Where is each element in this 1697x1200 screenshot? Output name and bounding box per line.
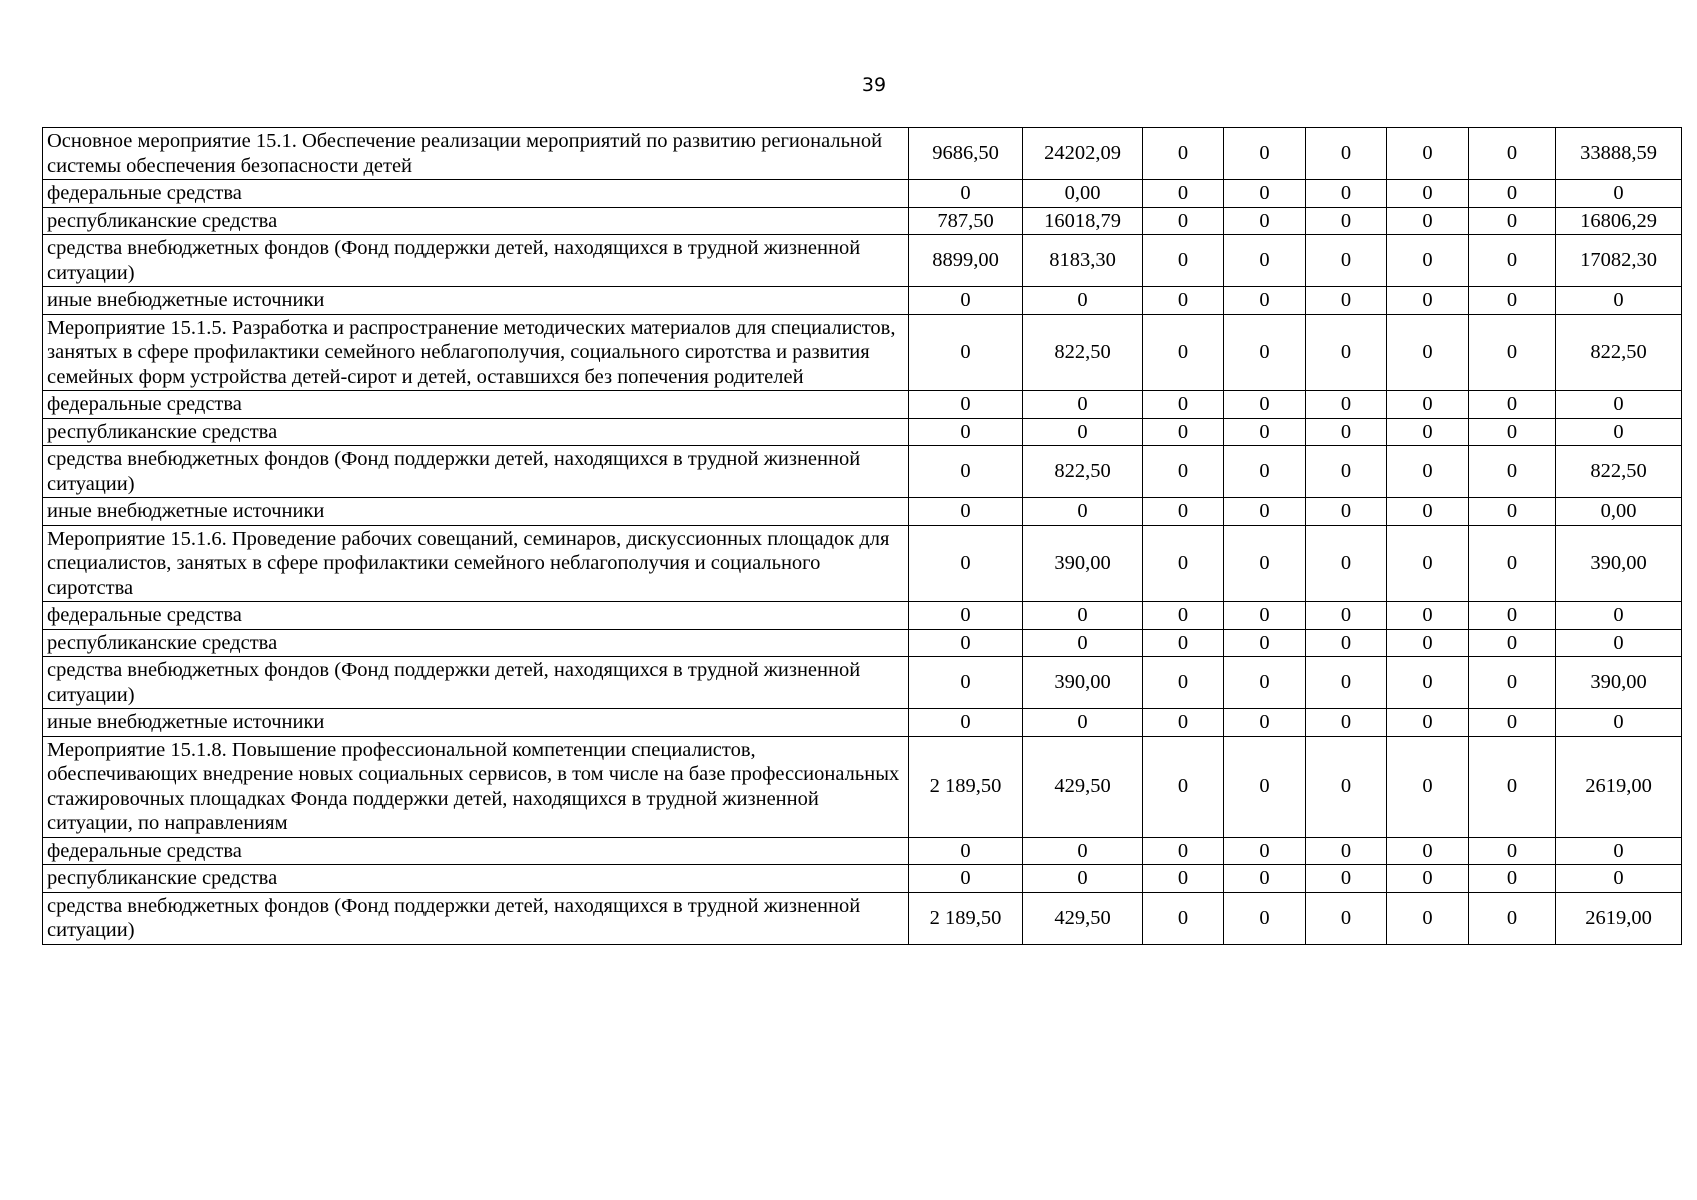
value-cell: 0 (1143, 446, 1224, 498)
value-cell: 0 (1306, 498, 1387, 526)
value-cell: 822,50 (1023, 314, 1143, 391)
table-row (43, 837, 1682, 865)
value-cell: 0 (1224, 602, 1306, 630)
value-cell: 0 (1387, 180, 1469, 208)
table-row (43, 709, 1682, 737)
value-cell: 0 (1023, 629, 1143, 657)
value-cell: 0 (1143, 865, 1224, 893)
value-cell: 0 (1023, 418, 1143, 446)
value-cell: 0 (1224, 629, 1306, 657)
value-cell: 787,50 (909, 207, 1023, 235)
value-cell: 0 (1469, 446, 1556, 498)
value-cell: 0 (909, 314, 1023, 391)
value-cell: 16806,29 (1556, 207, 1682, 235)
value-cell: 0 (1143, 314, 1224, 391)
row-label: республиканские средства (43, 418, 909, 446)
value-cell: 9686,50 (909, 128, 1023, 180)
value-cell: 0 (1224, 235, 1306, 287)
value-cell: 0 (909, 446, 1023, 498)
value-cell: 0 (1387, 314, 1469, 391)
value-cell: 0 (909, 525, 1023, 602)
value-cell: 0 (1306, 180, 1387, 208)
row-label: федеральные средства (43, 180, 909, 208)
value-cell: 0 (1387, 207, 1469, 235)
value-cell: 0 (1306, 525, 1387, 602)
value-cell: 0 (1556, 391, 1682, 419)
value-cell: 0 (1023, 865, 1143, 893)
table-row (43, 657, 1682, 709)
value-cell: 0 (909, 391, 1023, 419)
value-cell: 8183,30 (1023, 235, 1143, 287)
value-cell: 0 (1387, 446, 1469, 498)
value-cell: 0 (1023, 498, 1143, 526)
value-cell: 0 (1224, 525, 1306, 602)
value-cell: 0 (1469, 180, 1556, 208)
value-cell: 0 (1469, 629, 1556, 657)
table-row (43, 314, 1682, 391)
value-cell: 0 (909, 498, 1023, 526)
table-row (43, 418, 1682, 446)
value-cell: 2619,00 (1556, 892, 1682, 944)
value-cell: 0 (1556, 602, 1682, 630)
value-cell: 0 (1387, 498, 1469, 526)
table-row (43, 128, 1682, 180)
row-label: Основное мероприятие 15.1. Обеспечение реализации мероприятий по развитию региональной системы обеспечения безопасности детей (43, 128, 909, 180)
value-cell: 0 (1556, 418, 1682, 446)
value-cell: 2 189,50 (909, 736, 1023, 837)
value-cell: 0 (1306, 629, 1387, 657)
value-cell: 0 (1469, 736, 1556, 837)
value-cell: 0 (1224, 207, 1306, 235)
value-cell: 0 (1224, 865, 1306, 893)
row-label: Мероприятие 15.1.5. Разработка и распространение методических материалов для специалистов, занятых в сфере профилактики семейного неблагополучия, социального сиротства и развития семейных форм устройства детей-сирот и детей, оставшихся без попечения родителей (43, 314, 909, 391)
value-cell: 0 (1143, 180, 1224, 208)
value-cell: 0 (1023, 602, 1143, 630)
row-label: средства внебюджетных фондов (Фонд поддержки детей, находящихся в трудной жизненной ситуации) (43, 657, 909, 709)
value-cell: 0 (1224, 446, 1306, 498)
value-cell: 0 (1556, 865, 1682, 893)
value-cell: 0 (1469, 657, 1556, 709)
value-cell: 0,00 (1556, 498, 1682, 526)
table-row (43, 287, 1682, 315)
value-cell: 0 (1469, 207, 1556, 235)
value-cell: 0,00 (1023, 180, 1143, 208)
value-cell: 0 (1387, 602, 1469, 630)
value-cell: 429,50 (1023, 892, 1143, 944)
row-label: республиканские средства (43, 207, 909, 235)
value-cell: 822,50 (1556, 314, 1682, 391)
value-cell: 0 (1469, 837, 1556, 865)
value-cell: 0 (1224, 657, 1306, 709)
row-label: федеральные средства (43, 837, 909, 865)
value-cell: 0 (1306, 128, 1387, 180)
value-cell: 0 (1387, 391, 1469, 419)
value-cell: 390,00 (1023, 525, 1143, 602)
value-cell: 0 (1387, 657, 1469, 709)
value-cell: 0 (1023, 709, 1143, 737)
row-label: Мероприятие 15.1.8. Повышение профессиональной компетенции специалистов, обеспечивающих внедрение новых социальных сервисов, в том числе на базе профессиональных стажировочных площадках Фонда поддержки детей, находящихся в трудной жизненной ситуации, по направлениям (43, 736, 909, 837)
value-cell: 0 (1469, 128, 1556, 180)
value-cell: 0 (1023, 287, 1143, 315)
value-cell: 0 (1556, 837, 1682, 865)
table-row (43, 865, 1682, 893)
value-cell: 0 (1143, 418, 1224, 446)
value-cell: 0 (1143, 892, 1224, 944)
value-cell: 429,50 (1023, 736, 1143, 837)
value-cell: 390,00 (1556, 525, 1682, 602)
value-cell: 0 (1143, 287, 1224, 315)
value-cell: 390,00 (1556, 657, 1682, 709)
value-cell: 0 (1224, 709, 1306, 737)
value-cell: 16018,79 (1023, 207, 1143, 235)
value-cell: 0 (1306, 314, 1387, 391)
value-cell: 0 (1306, 235, 1387, 287)
value-cell: 0 (1023, 837, 1143, 865)
value-cell: 0 (1469, 865, 1556, 893)
value-cell: 0 (1469, 391, 1556, 419)
value-cell: 0 (1143, 709, 1224, 737)
value-cell: 0 (1556, 709, 1682, 737)
value-cell: 0 (1469, 892, 1556, 944)
value-cell: 33888,59 (1556, 128, 1682, 180)
value-cell: 0 (1143, 837, 1224, 865)
value-cell: 0 (1306, 287, 1387, 315)
value-cell: 2619,00 (1556, 736, 1682, 837)
value-cell: 0 (1224, 314, 1306, 391)
value-cell: 0 (1387, 128, 1469, 180)
row-label: иные внебюджетные источники (43, 287, 909, 315)
row-label: Мероприятие 15.1.6. Проведение рабочих совещаний, семинаров, дискуссионных площадок для специалистов, занятых в сфере профилактики семейного неблагополучия и социального сиротства (43, 525, 909, 602)
value-cell: 0 (1387, 892, 1469, 944)
value-cell: 2 189,50 (909, 892, 1023, 944)
value-cell: 0 (1387, 837, 1469, 865)
value-cell: 0 (1143, 629, 1224, 657)
value-cell: 0 (1143, 235, 1224, 287)
table-row (43, 736, 1682, 837)
value-cell: 0 (1224, 837, 1306, 865)
value-cell: 0 (1387, 418, 1469, 446)
value-cell: 0 (909, 837, 1023, 865)
value-cell: 0 (909, 180, 1023, 208)
value-cell: 0 (1469, 418, 1556, 446)
value-cell: 8899,00 (909, 235, 1023, 287)
value-cell: 0 (1143, 391, 1224, 419)
value-cell: 0 (1306, 418, 1387, 446)
value-cell: 0 (1143, 128, 1224, 180)
value-cell: 0 (1387, 865, 1469, 893)
row-label: средства внебюджетных фондов (Фонд поддержки детей, находящихся в трудной жизненной ситуации) (43, 446, 909, 498)
value-cell: 0 (909, 657, 1023, 709)
value-cell: 0 (1469, 314, 1556, 391)
value-cell: 0 (1556, 629, 1682, 657)
value-cell: 0 (909, 602, 1023, 630)
value-cell: 0 (1143, 498, 1224, 526)
row-label: республиканские средства (43, 629, 909, 657)
value-cell: 0 (1143, 207, 1224, 235)
value-cell: 0 (1469, 709, 1556, 737)
value-cell: 822,50 (1556, 446, 1682, 498)
table-row (43, 498, 1682, 526)
value-cell: 822,50 (1023, 446, 1143, 498)
value-cell: 0 (1387, 235, 1469, 287)
value-cell: 0 (1023, 391, 1143, 419)
value-cell: 0 (1387, 709, 1469, 737)
value-cell: 0 (1306, 892, 1387, 944)
table-row (43, 391, 1682, 419)
value-cell: 0 (1143, 736, 1224, 837)
row-label: федеральные средства (43, 391, 909, 419)
row-label: федеральные средства (43, 602, 909, 630)
value-cell: 0 (1306, 736, 1387, 837)
table-row (43, 892, 1682, 944)
value-cell: 0 (909, 287, 1023, 315)
value-cell: 0 (909, 865, 1023, 893)
value-cell: 0 (1469, 525, 1556, 602)
table-row (43, 235, 1682, 287)
value-cell: 0 (1306, 709, 1387, 737)
value-cell: 0 (1387, 736, 1469, 837)
value-cell: 0 (1143, 602, 1224, 630)
value-cell: 0 (1224, 418, 1306, 446)
value-cell: 0 (1224, 180, 1306, 208)
value-cell: 0 (909, 418, 1023, 446)
value-cell: 0 (1387, 287, 1469, 315)
page-number: 39 (861, 74, 887, 96)
value-cell: 0 (1306, 602, 1387, 630)
row-label: иные внебюджетные источники (43, 709, 909, 737)
value-cell: 0 (1224, 391, 1306, 419)
value-cell: 0 (1469, 235, 1556, 287)
value-cell: 390,00 (1023, 657, 1143, 709)
value-cell: 0 (909, 709, 1023, 737)
table-row (43, 602, 1682, 630)
value-cell: 17082,30 (1556, 235, 1682, 287)
value-cell: 0 (1556, 180, 1682, 208)
value-cell: 0 (1387, 629, 1469, 657)
row-label: средства внебюджетных фондов (Фонд поддержки детей, находящихся в трудной жизненной ситуации) (43, 892, 909, 944)
value-cell: 0 (1469, 287, 1556, 315)
value-cell: 0 (1224, 498, 1306, 526)
value-cell: 0 (1469, 602, 1556, 630)
value-cell: 0 (1306, 837, 1387, 865)
value-cell: 0 (1224, 736, 1306, 837)
value-cell: 0 (1306, 207, 1387, 235)
value-cell: 0 (1224, 287, 1306, 315)
value-cell: 0 (1143, 657, 1224, 709)
value-cell: 0 (1306, 391, 1387, 419)
table-row (43, 180, 1682, 208)
value-cell: 0 (1143, 525, 1224, 602)
value-cell: 0 (1556, 287, 1682, 315)
value-cell: 0 (1306, 865, 1387, 893)
table-row (43, 207, 1682, 235)
row-label: средства внебюджетных фондов (Фонд поддержки детей, находящихся в трудной жизненной ситуации) (43, 235, 909, 287)
value-cell: 0 (1387, 525, 1469, 602)
value-cell: 0 (1469, 498, 1556, 526)
table-row (43, 525, 1682, 602)
value-cell: 0 (909, 629, 1023, 657)
value-cell: 0 (1224, 892, 1306, 944)
row-label: иные внебюджетные источники (43, 498, 909, 526)
value-cell: 24202,09 (1023, 128, 1143, 180)
value-cell: 0 (1306, 446, 1387, 498)
value-cell: 0 (1306, 657, 1387, 709)
budget-table (42, 127, 1682, 945)
value-cell: 0 (1224, 128, 1306, 180)
row-label: республиканские средства (43, 865, 909, 893)
table-body (43, 128, 1682, 945)
table-row (43, 446, 1682, 498)
table-row (43, 629, 1682, 657)
